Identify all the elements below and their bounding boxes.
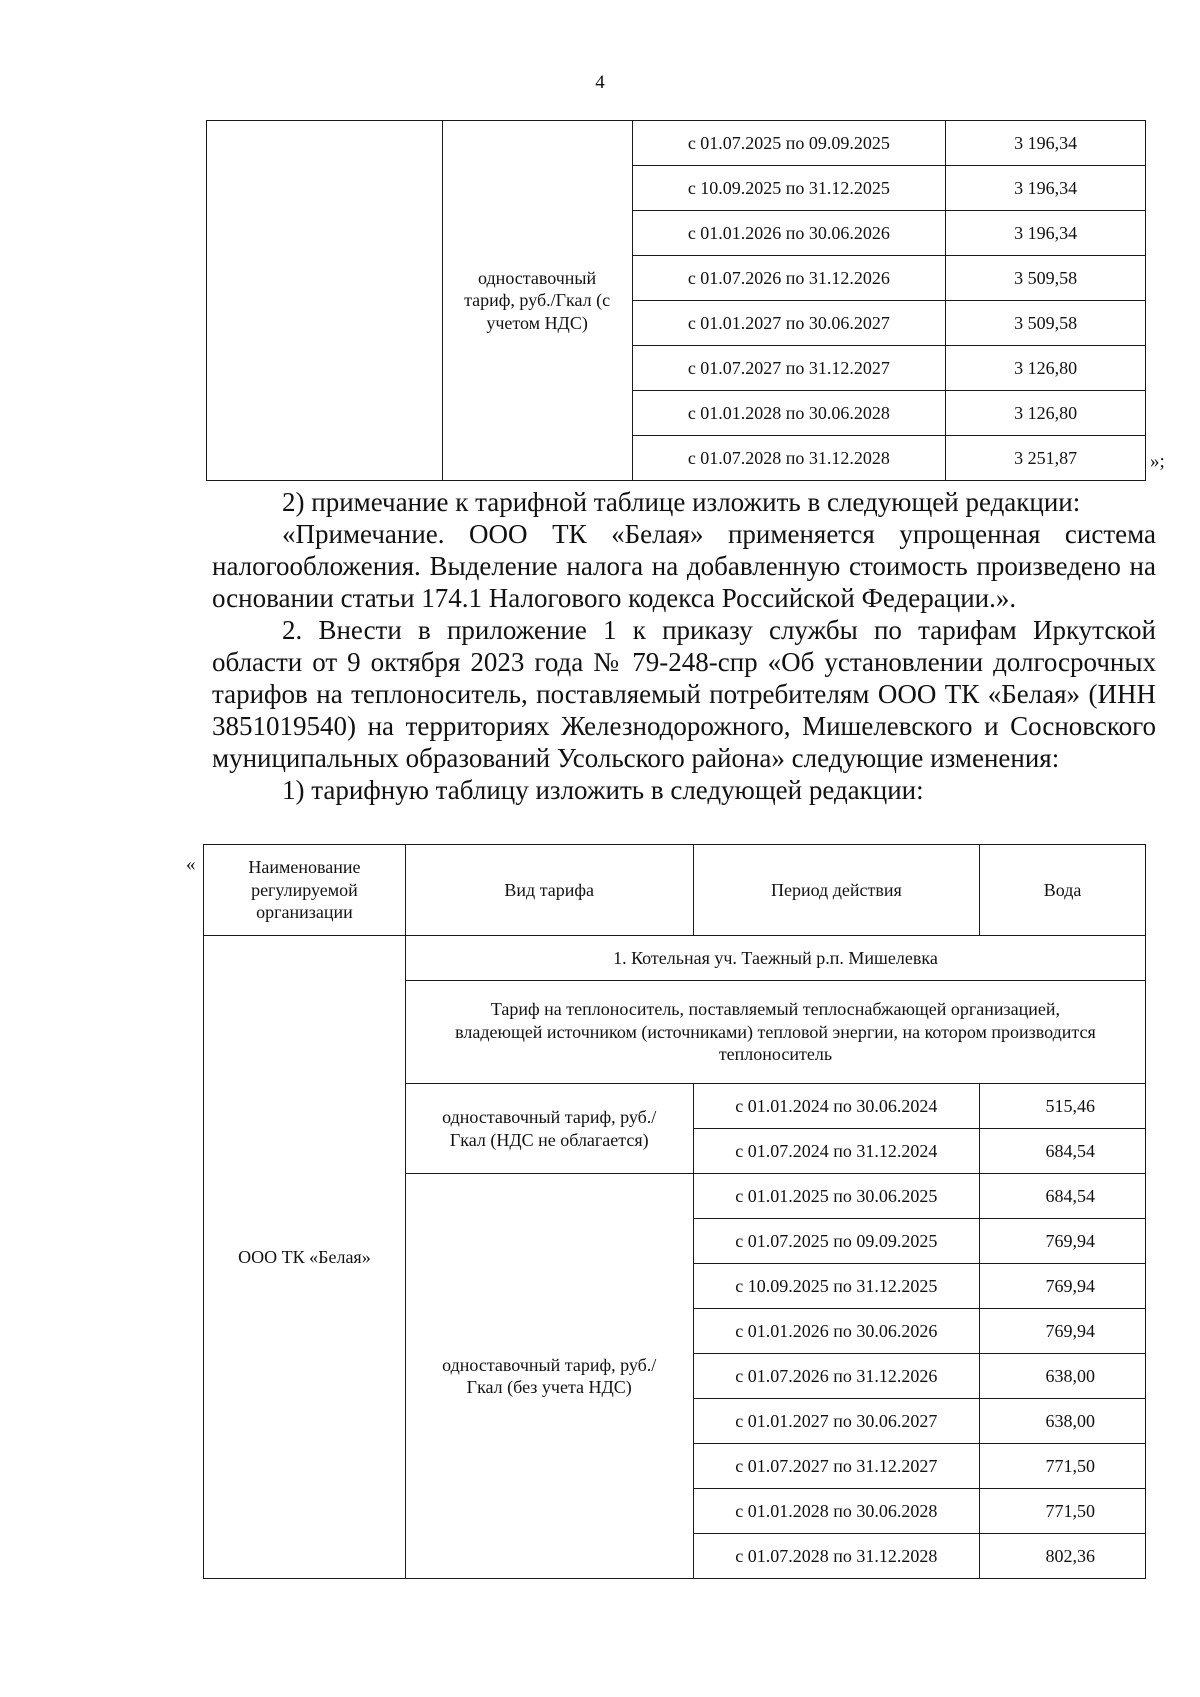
period-cell: с 01.01.2027 по 30.06.2027 — [632, 301, 946, 346]
period-cell: с 01.01.2026 по 30.06.2026 — [693, 1309, 980, 1354]
period-cell: с 01.01.2024 по 30.06.2024 — [693, 1084, 980, 1129]
value-cell: 3 196,34 — [946, 211, 1146, 256]
period-cell: с 01.07.2025 по 09.09.2025 — [632, 121, 946, 166]
period-cell: с 01.07.2026 по 31.12.2026 — [632, 256, 946, 301]
tariff-type-cell — [442, 121, 632, 481]
header-value: Вода — [980, 845, 1146, 936]
period-cell: с 01.07.2025 по 09.09.2025 — [693, 1219, 980, 1264]
value-cell: 515,46 — [980, 1084, 1146, 1129]
value-cell: 3 509,58 — [946, 301, 1146, 346]
table-header-row — [204, 845, 1146, 936]
period-cell: с 01.07.2028 по 31.12.2028 — [693, 1534, 980, 1579]
paragraph-table-intro: 1) тарифную таблицу изложить в следующей редакции: — [282, 775, 924, 805]
period-cell: с 01.01.2026 по 30.06.2026 — [632, 211, 946, 256]
table-opening-quote: « — [186, 854, 196, 875]
header-org: Наименование регулируемой организации — [204, 845, 406, 936]
value-cell: 684,54 — [980, 1174, 1146, 1219]
paragraph-note: «Примечание. ООО ТК «Белая» применяется упрощенная система налогообложения. Выделение налога на добавленную стоимость произведено на основании статьи 174.1 Налогового кодекса Российской Федерации.». — [212, 519, 1156, 613]
page-number: 4 — [595, 72, 605, 93]
value-cell: 769,94 — [980, 1309, 1146, 1354]
period-cell: с 01.07.2026 по 31.12.2026 — [693, 1354, 980, 1399]
value-cell: 638,00 — [980, 1399, 1146, 1444]
tariff-type-label: одноставочный тариф, руб./Гкал (с учетом НДС) — [464, 267, 611, 333]
period-cell: с 01.07.2027 по 31.12.2027 — [693, 1444, 980, 1489]
period-cell: с 01.01.2028 по 30.06.2028 — [632, 391, 946, 436]
value-cell: 3 196,34 — [946, 166, 1146, 211]
section-title-row — [204, 936, 1146, 981]
value-cell: 769,94 — [980, 1264, 1146, 1309]
period-cell: с 10.09.2025 по 31.12.2025 — [693, 1264, 980, 1309]
value-cell: 3 509,58 — [946, 256, 1146, 301]
header-type: Вид тарифа — [405, 845, 693, 936]
value-cell: 769,94 — [980, 1219, 1146, 1264]
value-cell: 771,50 — [980, 1444, 1146, 1489]
table-row — [207, 121, 1146, 166]
value-cell: 3 126,80 — [946, 391, 1146, 436]
org-name-cell: ООО ТК «Белая» — [204, 936, 406, 1579]
paragraph-amendment: 2. Внести в приложение 1 к приказу службы по тарифам Иркутской области от 9 октября 2023 года № 79-248-спр «Об установлении долгосрочных тарифов на теплоноситель, поставляемый потребителям ООО ТК «Белая» (ИНН 3851019540) на территориях Железнодорожного, Мишелевского и Сосновского муниципальных образований Усольского района» следующие изменения: — [212, 615, 1156, 773]
value-cell: 771,50 — [980, 1489, 1146, 1534]
body-text — [212, 486, 1156, 806]
tariff-type-cell: одноставочный тариф, руб./Гкал (НДС не облагается) — [405, 1084, 693, 1174]
period-cell: с 01.07.2027 по 31.12.2027 — [632, 346, 946, 391]
tariff-type-cell: одноставочный тариф, руб./Гкал (без учета НДС) — [405, 1174, 693, 1579]
header-period: Период действия — [693, 845, 980, 936]
table-closing-suffix: »; — [1150, 451, 1165, 472]
value-cell: 638,00 — [980, 1354, 1146, 1399]
period-cell: с 01.01.2025 по 30.06.2025 — [693, 1174, 980, 1219]
period-cell: с 10.09.2025 по 31.12.2025 — [632, 166, 946, 211]
section-description: Тариф на теплоноситель, поставляемый теплоснабжающей организацией, владеющей источником (источниками) тепловой энергии, на котором производится теплоноситель — [405, 981, 1145, 1084]
period-cell: с 01.07.2024 по 31.12.2024 — [693, 1129, 980, 1174]
value-cell: 3 251,87 — [946, 436, 1146, 481]
period-cell: с 01.01.2027 по 30.06.2027 — [693, 1399, 980, 1444]
period-cell: с 01.07.2028 по 31.12.2028 — [632, 436, 946, 481]
value-cell: 802,36 — [980, 1534, 1146, 1579]
tariff-table-continuation — [206, 120, 1146, 481]
paragraph-note-intro: 2) примечание к тарифной таблице изложить в следующей редакции: — [282, 487, 1081, 517]
org-cell-empty — [207, 121, 443, 481]
value-cell: 684,54 — [980, 1129, 1146, 1174]
section-title: 1. Котельная уч. Таежный р.п. Мишелевка — [405, 936, 1145, 981]
value-cell: 3 196,34 — [946, 121, 1146, 166]
tariff-table — [203, 844, 1146, 1579]
value-cell: 3 126,80 — [946, 346, 1146, 391]
period-cell: с 01.01.2028 по 30.06.2028 — [693, 1489, 980, 1534]
